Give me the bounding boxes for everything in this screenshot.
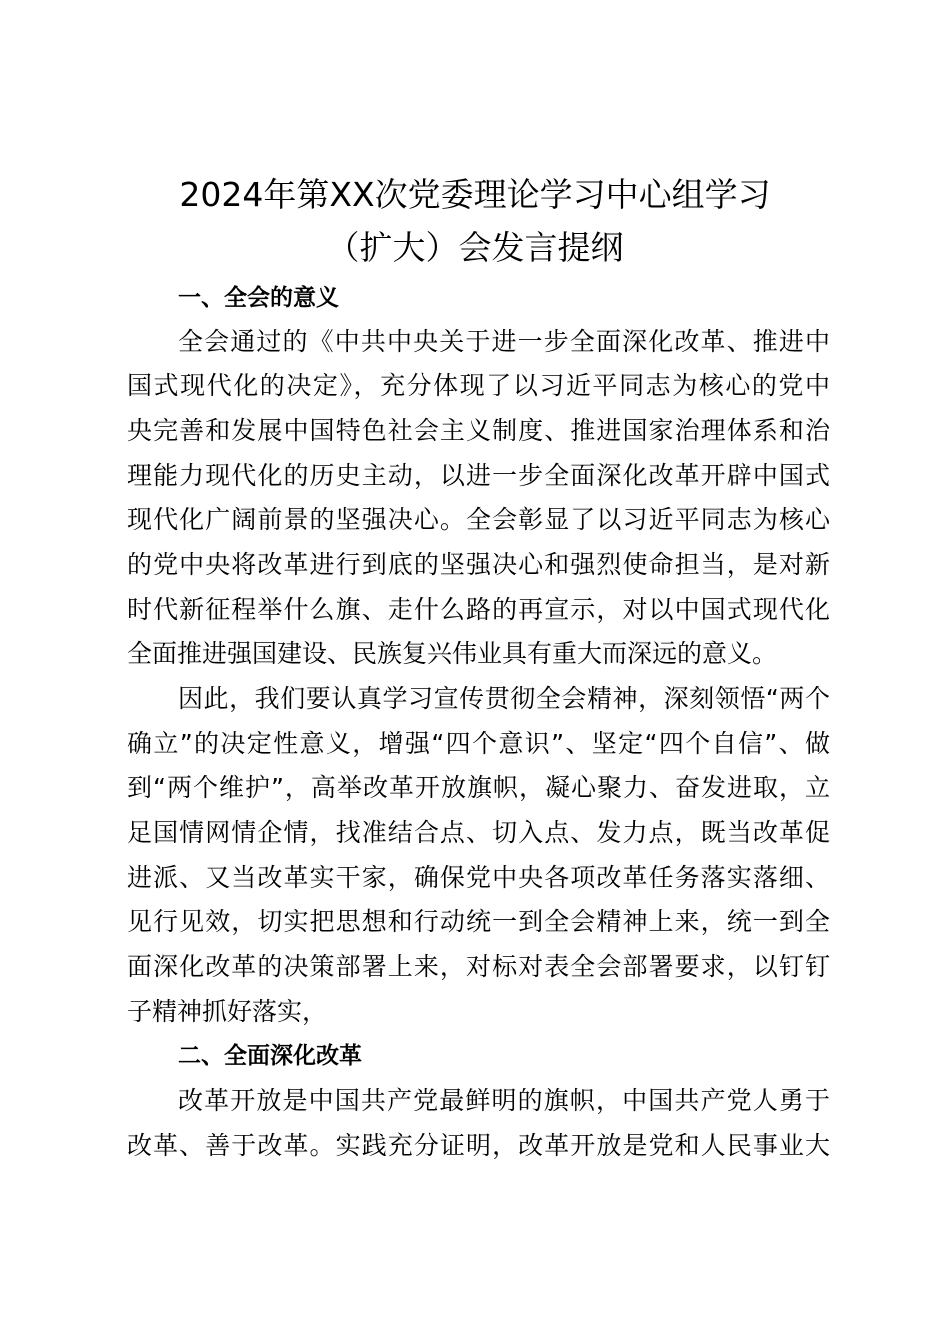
paragraph-line: 理能力现代化的历史主动，以进一步全面深化改革开辟中国式: [127, 461, 830, 490]
section-heading-deepening-reform: 二、全面深化改革: [178, 1043, 362, 1069]
paragraph-line: 因此，我们要认真学习宣传贯彻全会精神，深刻领悟“两个: [178, 684, 830, 713]
paragraph-line: 子精神抓好落实，: [127, 997, 328, 1026]
paragraph-line: 到“两个维护”，高举改革开放旗帜，凝心聚力、奋发进取，立: [127, 773, 830, 802]
paragraph-line: 面深化改革的决策部署上来，对标对表全会部署要求，以钉钉: [127, 952, 830, 981]
paragraph-line: 改革、善于改革。实践充分证明，改革开放是党和人民事业大: [127, 1131, 830, 1160]
paragraph-line: 时代新征程举什么旗、走什么路的再宣示，对以中国式现代化: [127, 595, 830, 624]
paragraph-line: 足国情网情企情，找准结合点、切入点、发力点，既当改革促: [127, 818, 830, 847]
document-title-line-2: （扩大）会发言提纲: [326, 228, 624, 267]
section-heading-significance: 一、全会的意义: [178, 285, 339, 311]
paragraph-line: 确立”的决定性意义，增强“四个意识”、坚定“四个自信”、做: [127, 729, 830, 758]
paragraph-line: 央完善和发展中国特色社会主义制度、推进国家治理体系和治: [127, 416, 830, 445]
paragraph-line: 的党中央将改革进行到底的坚强决心和强烈使命担当，是对新: [127, 550, 830, 579]
paragraph-line: 全面推进强国建设、民族复兴伟业具有重大而深远的意义。: [127, 639, 778, 668]
paragraph-line: 见行见效，切实把思想和行动统一到全会精神上来，统一到全: [127, 907, 830, 936]
paragraph-line: 改革开放是中国共产党最鲜明的旗帜，中国共产党人勇于: [178, 1086, 830, 1115]
paragraph-line: 进派、又当改革实干家，确保党中央各项改革任务落实落细、: [127, 863, 830, 892]
paragraph-line: 全会通过的《中共中央关于进一步全面深化改革、推进中: [178, 327, 830, 356]
paragraph-line: 现代化广阔前景的坚强决心。全会彰显了以习近平同志为核心: [127, 505, 830, 534]
paragraph-line: 国式现代化的决定》，充分体现了以习近平同志为核心的党中: [127, 371, 830, 400]
document-title-line-1: 2024年第XX次党委理论学习中心组学习: [179, 175, 771, 214]
